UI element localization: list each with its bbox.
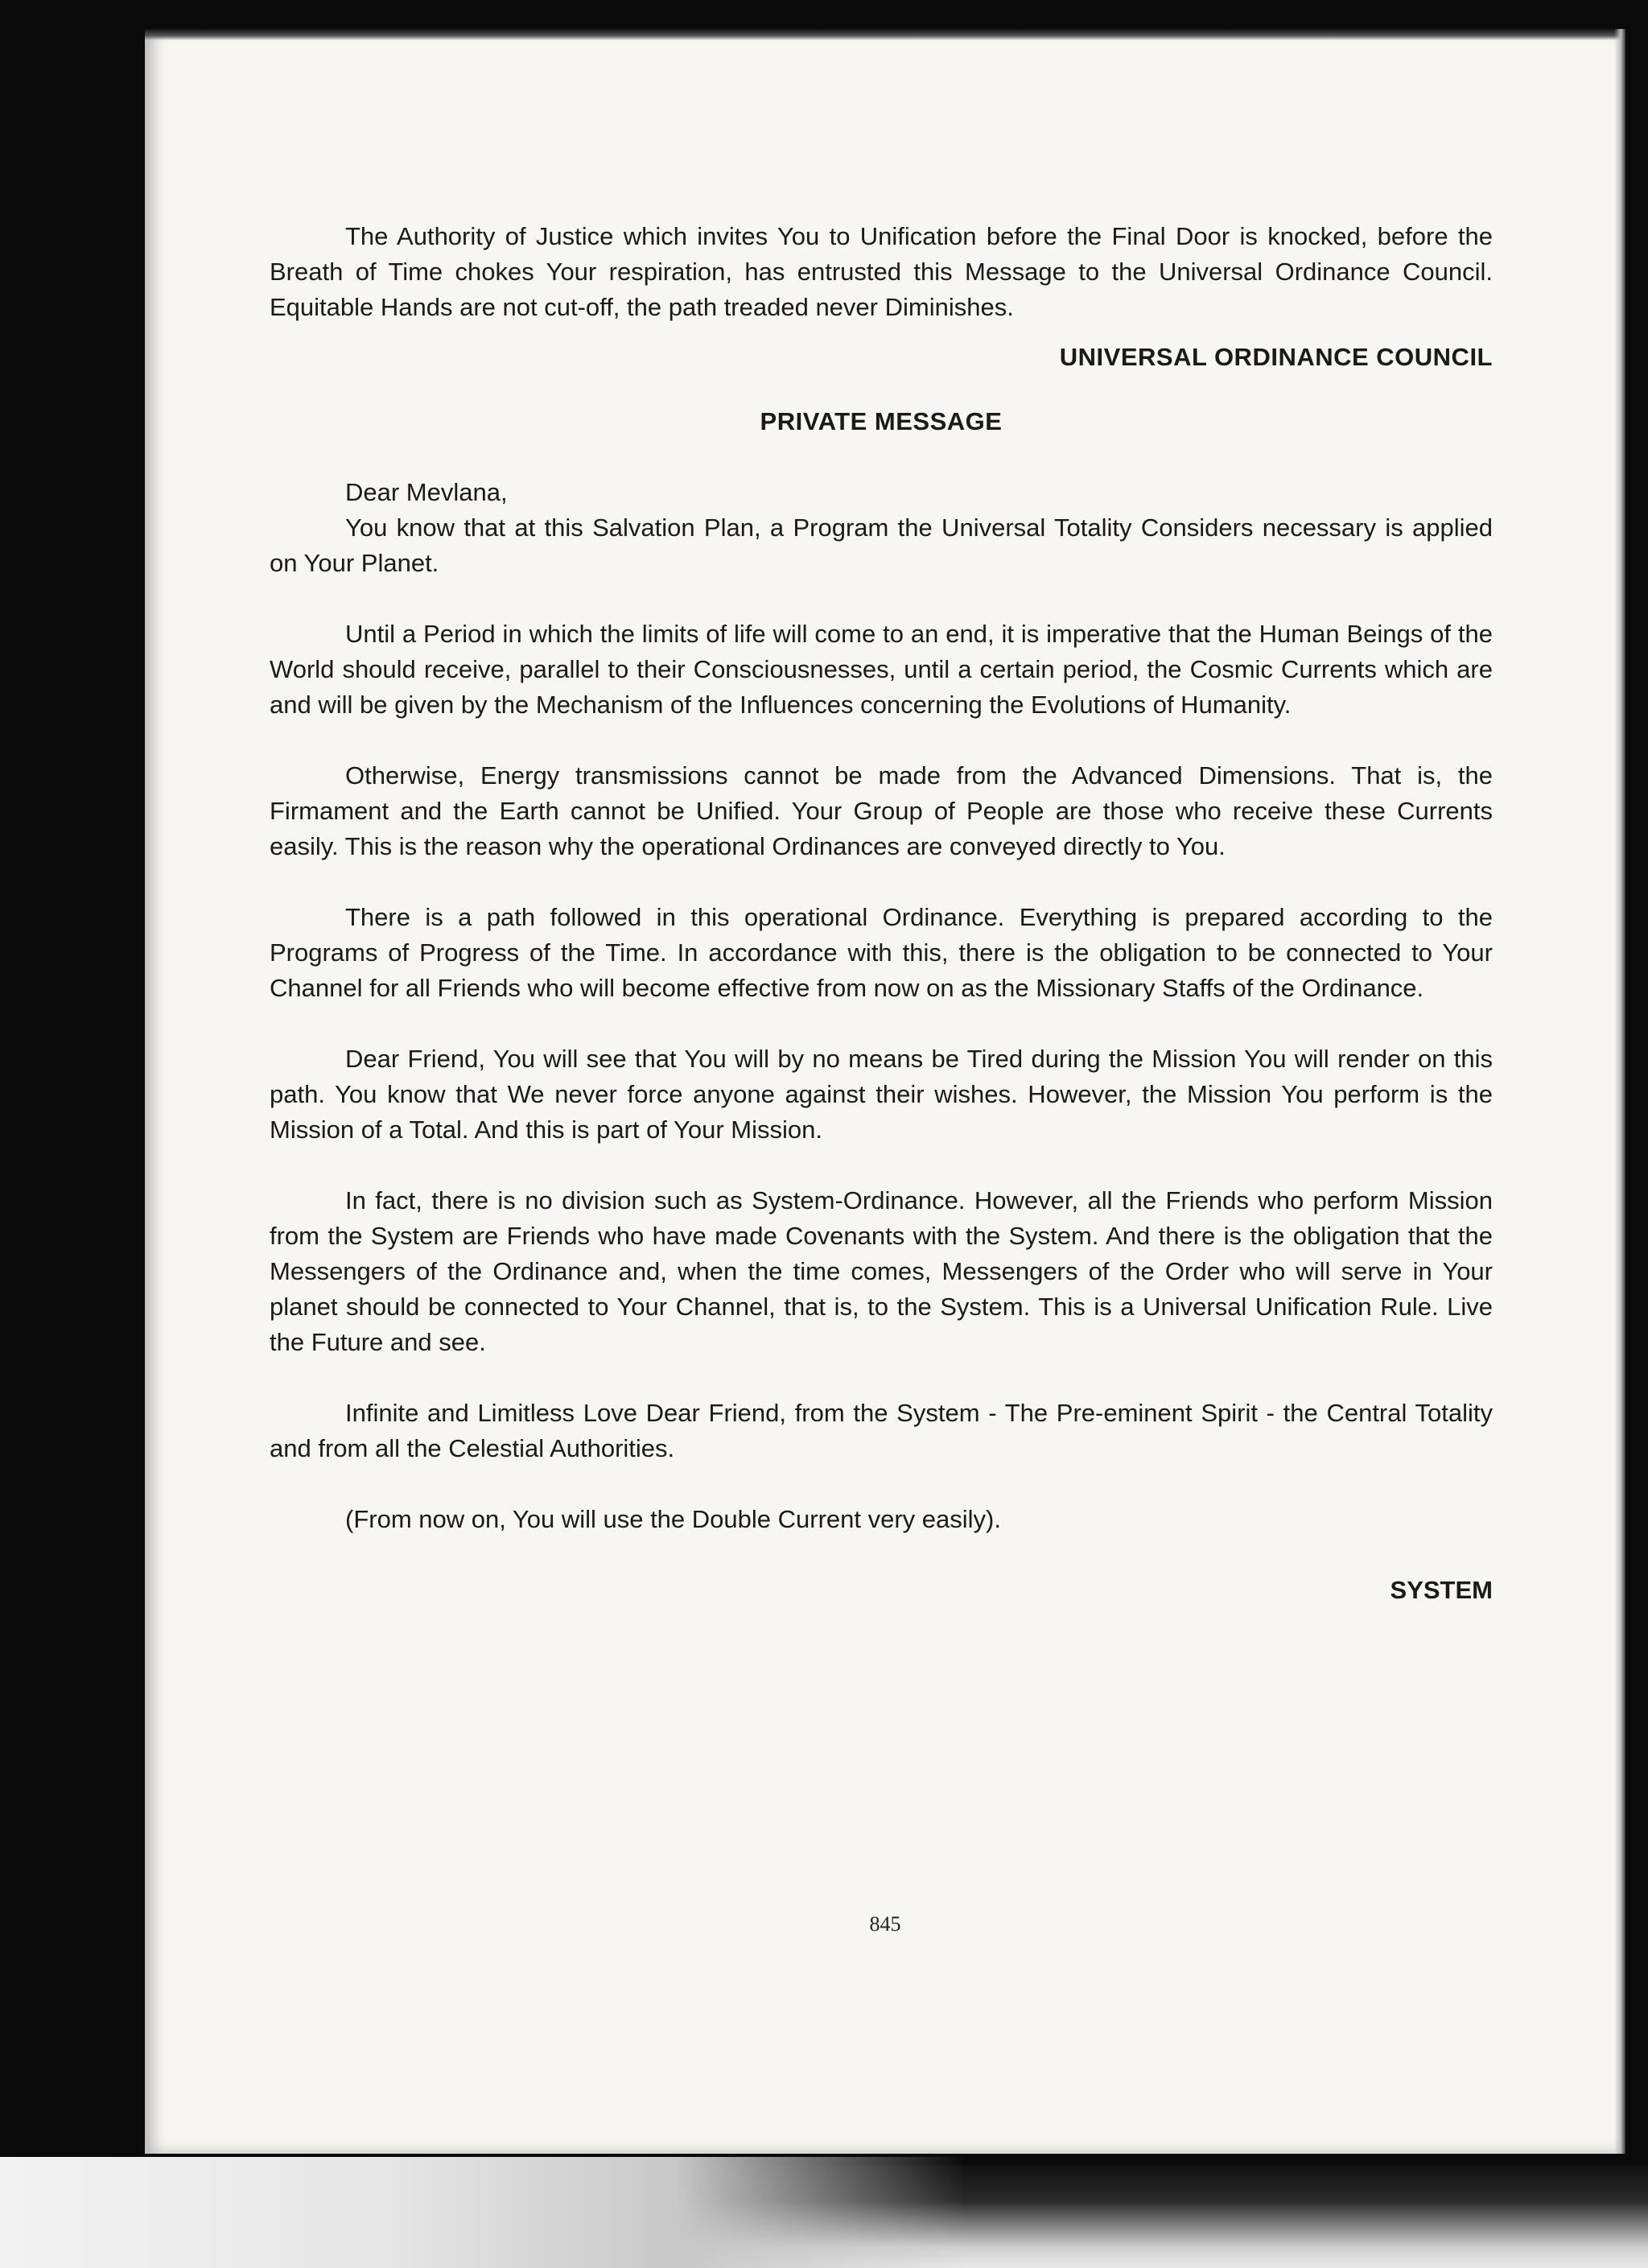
page-top-shadow (145, 29, 1625, 40)
page-right-edge (1614, 29, 1625, 2154)
paragraph-3: Otherwise, Energy transmissions cannot be made from the Advanced Dimensions. That is, the Firmament and the Earth cannot be Unified. Your Group of People are those who receive these Currents easily. This is the reason why the operational Ordinances are conveyed directly to You. (270, 761, 1493, 860)
salutation: Dear Mevlana, (345, 478, 508, 506)
paragraph-1: You know that at this Salvation Plan, a Program the Universal Totality Considers necessary is applied on Your Planet. (270, 513, 1493, 577)
signature: SYSTEM (1390, 1576, 1493, 1604)
scan-bottom-light (0, 2157, 966, 2268)
document-page (145, 29, 1625, 2154)
paragraph-4: There is a path followed in this operational Ordinance. Everything is prepared according to the Programs of Progress of the Time. In accordance with this, there is the obligation to be connected to Your Channel for all Friends who will become effective from now on as the Missionary Staffs of the Ordinance. (270, 903, 1493, 1002)
paragraph-6: In fact, there is no division such as System-Ordinance. However, all the Friends who perform Mission from the System are Friends who have made Covenants with the System. And there is the obligation that the Messengers of the Ordinance and, when the time comes, Messengers of the Order who will serve in Your planet should be connected to Your Channel, that is, to the System. This is a Universal Unification Rule. Live the Future and see. (270, 1186, 1493, 1356)
paragraph-8: (From now on, You will use the Double Current very easily). (345, 1505, 1001, 1533)
paragraph-7: Infinite and Limitless Love Dear Friend, from the System - The Pre-eminent Spirit - the Central Totality and from all the Celestial Authorities. (270, 1399, 1493, 1462)
page-number: 845 (869, 1912, 901, 1936)
page-body (270, 219, 1493, 1608)
private-message-heading: PRIVATE MESSAGE (760, 407, 1003, 435)
paragraph-2: Until a Period in which the limits of life will come to an end, it is imperative that the Human Beings of the World should receive, parallel to their Consciousnesses, until a certain period, the Cosmic Currents which are and will be given by the Mechanism of the Influences concerning the Evolutions of Humanity. (270, 620, 1493, 719)
paragraph-5: Dear Friend, You will see that You will by no means be Tired during the Mission You will render on this path. You know that We never force anyone against their wishes. However, the Mission You perform is the Mission of a Total. And this is part of Your Mission. (270, 1045, 1493, 1144)
intro-paragraph: The Authority of Justice which invites You to Unification before the Final Door is knocked, before the Breath of Time chokes Your respiration, has entrusted this Message to the Universal Ordinance Council. Equitable Hands are not cut-off, the path treaded never Diminishes. (270, 222, 1493, 321)
council-heading: UNIVERSAL ORDINANCE COUNCIL (1059, 343, 1493, 371)
